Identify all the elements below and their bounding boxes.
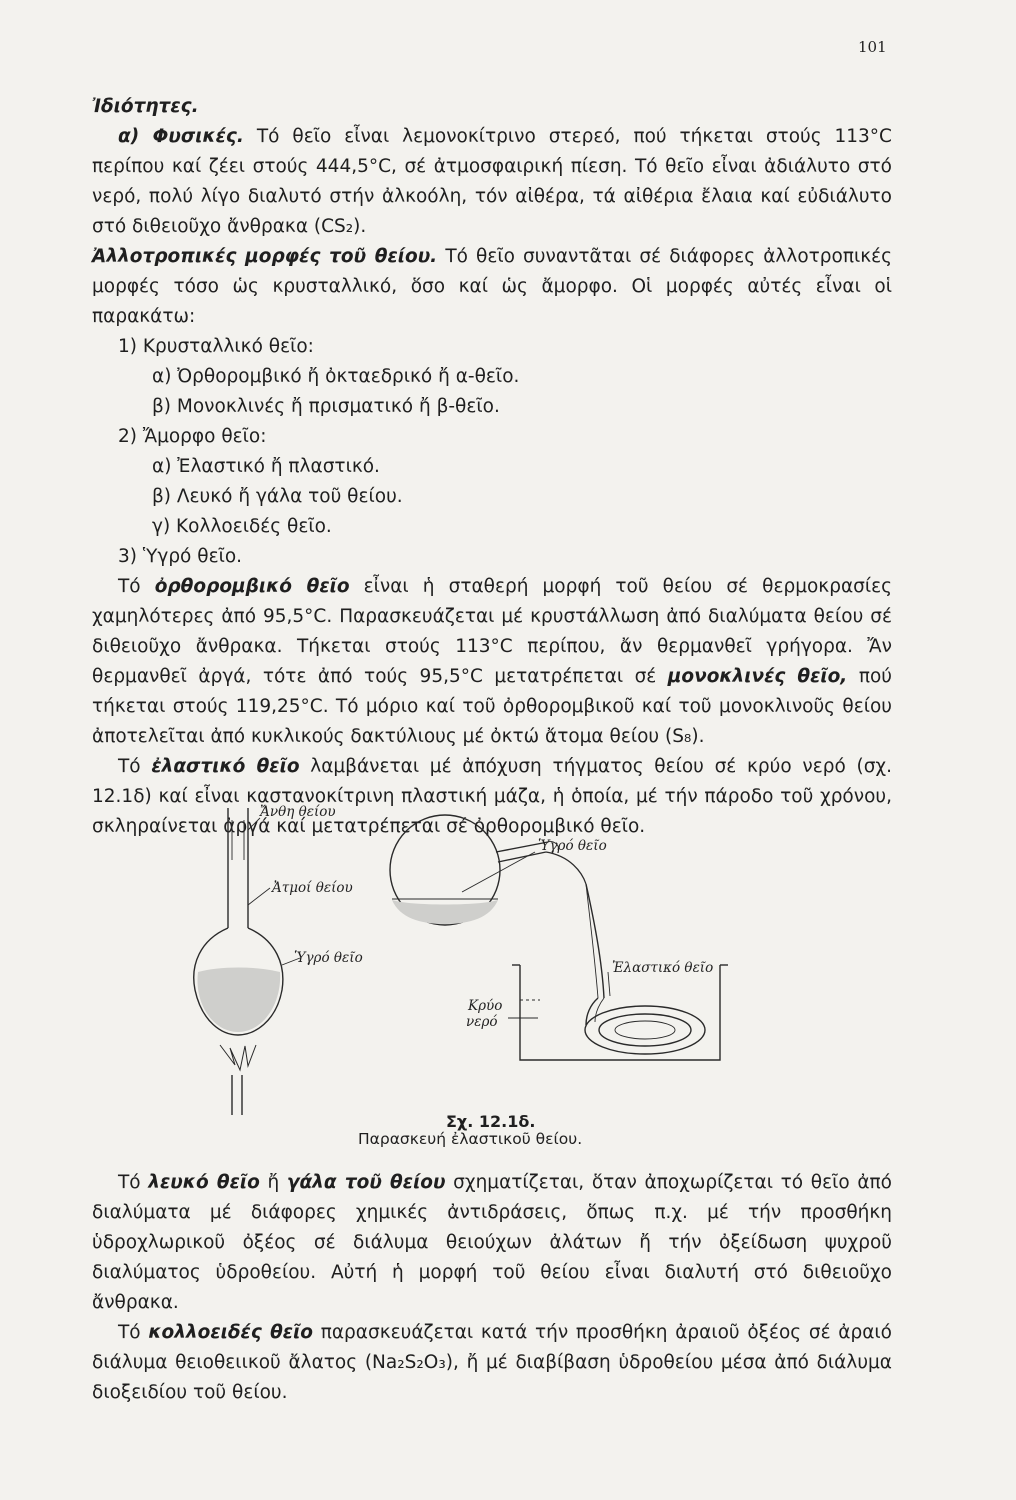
white-prefix: Τό [118,1172,141,1193]
monoclinic-term: μονοκλινές θεῖο, [667,666,848,687]
forms-list-item: α) Ἐλαστικό ἤ πλαστικό. [152,456,380,477]
forms-list-item: β) Μονοκλινές ἤ πρισματικό ἤ β-θεῖο. [152,396,500,417]
label-liquid-sulfur-right: Ὑγρό θεῖο [538,838,607,854]
physical-text: Τό θεῖο εἶναι λεμονοκίτρινο στερεό, πού τήκεται στούς 113°C περίπου καί ζέει στούς 444,5°C, σέ ἀτμοσφαιρική πίεση. Τό θεῖο εἶναι ἀδιάλυτο στό νερό, πολύ λίγο διαλυτό στήν ἀλκοόλη, τόν αἰθέρα, τά αἰθέρια ἔλαια καί εὐδιάλυτο στό διθειοῦχο ἄνθρακα (CS₂). [92,126,892,237]
white-paragraph [92,1168,892,1318]
forms-list-item: 1) Κρυσταλλικό θεῖο: [118,336,314,357]
milk-of-sulfur-term: γάλα τοῦ θείου [286,1172,446,1193]
forms-list-item: β) Λευκό ἤ γάλα τοῦ θείου. [152,486,403,507]
colloidal-paragraph [92,1318,892,1408]
figure-caption-text: Παρασκευή ἐλαστικοῦ θείου. [358,1130,583,1148]
orthorhombic-text-1: εἶναι ἡ σταθερή μορφή τοῦ θείου σέ θερμοκρασίες χαμηλότερες ἀπό 95,5°C. Παρασκευάζεται μέ κρυστάλλωση ἀπό διαλύματα θείου σέ διθειοῦχο ἄνθρακα. Τήκεται στούς 113°C περίπου, ἄν θερμανθεῖ γρήγορα. Ἄν θερμανθεῖ ἀργά, τότε ἀπό τούς 95,5°C μετατρέπεται σέ [92,576,892,687]
label-liquid-sulfur-left: Ὑγρό θεῖο [294,950,363,966]
allotropic-text: Τό θεῖο συναντᾶται σέ διάφορες ἀλλοτροπικές μορφές τόσο ὡς κρυσταλλικό, ὅσο καί ὡς ἄμορφο. Οἱ μορφές αὐτές εἶναι οἱ παρακάτω: [92,246,892,327]
forms-list-item: 2) Ἄμορφο θεῖο: [118,426,267,447]
orthorhombic-paragraph [92,572,892,752]
label-cold: Κρύο [468,998,503,1014]
white-term: λευκό θεῖο [148,1172,260,1193]
lower-text [92,1168,892,1408]
allotropic-paragraph [92,242,892,332]
page-number: 101 [858,38,887,56]
label-sulfur-vapor: Ἀτμοί θείου [272,880,353,896]
colloidal-term: κολλοειδές θεῖο [148,1322,313,1343]
physical-label: α) Φυσικές. [118,126,244,147]
label-flowers-of-sulfur: Ἄνθη θείου [260,804,336,820]
forms-list-item: α) Ὀρθορομβικό ἤ ὀκταεδρικό ἤ α-θεῖο. [152,366,520,387]
orthorhombic-prefix: Τό [118,576,141,597]
forms-list-item: 3) Ὑγρό θεῖο. [118,546,243,567]
elastic-prefix: Τό [118,756,141,777]
physical-paragraph [92,122,892,242]
allotropic-label: Ἀλλοτροπικές μορφές τοῦ θείου. [92,246,438,267]
white-text: σχηματίζεται, ὅταν ἀποχωρίζεται τό θεῖο ἀπό διαλύματα μέ διάφορες χημικές ἀντιδράσεις, ὅπως π.χ. μέ τήν προσθήκη ὑδροχλωρικοῦ ὀξέος σέ διάλυμα θειούχων ἀλάτων ἤ τήν ὀξείδωση ψυχροῦ διαλύματος ὑδροθείου. Αὐτή ἡ μορφή τοῦ θείου εἶναι διαλυτή στό διθειοῦχο ἄνθρακα. [92,1172,892,1313]
upper-text [92,92,892,842]
colloidal-text: παρασκευάζεται κατά τήν προσθήκη ἀραιοῦ ὀξέος σέ ἀραιό διάλυμα θειοθειικοῦ ἄλατος (Na₂S₂O₃), ἤ μέ διαβίβαση ὑδροθείου μέσα ἀπό διάλυμα διοξειδίου τοῦ θείου. [92,1322,892,1403]
elastic-text: λαμβάνεται μέ ἀπόχυση τήγματος θείου σέ κρύο νερό (σχ. 12.1δ) καί εἶναι καστανοκίτρινη πλαστική μάζα, ἡ ὁποία, μέ τήν πάροδο τοῦ χρόνου, σκληραίνεται ἀργά καί μετατρέπεται σέ ὀρθορομβικό θεῖο. [92,756,893,837]
colloidal-prefix: Τό [118,1322,141,1343]
label-water: νερό [466,1014,498,1030]
orthorhombic-term: ὀρθορομβικό θεῖο [154,576,350,597]
label-elastic-sulfur: Ἐλαστικό θεῖο [612,960,714,976]
forms-list [92,332,892,572]
forms-list-item: γ) Κολλοειδές θεῖο. [152,516,332,537]
section-heading: Ἰδιότητες. [92,96,199,117]
orthorhombic-text-2: πού τήκεται στούς 119,25°C. Τό μόριο καί τοῦ ὀρθορομβικοῦ καί τοῦ μονοκλινοῦς θείου ἀποτελεῖται ἀπό κυκλικούς δακτύλιους μέ ὀκτώ ἄτομα θείου (S₈). [92,666,892,747]
elastic-term: ἐλαστικό θεῖο [151,756,300,777]
figure-12-1d [190,800,790,1120]
white-connector: ἤ [267,1172,280,1193]
figure-caption-number: Σχ. 12.1δ. [446,1112,536,1131]
